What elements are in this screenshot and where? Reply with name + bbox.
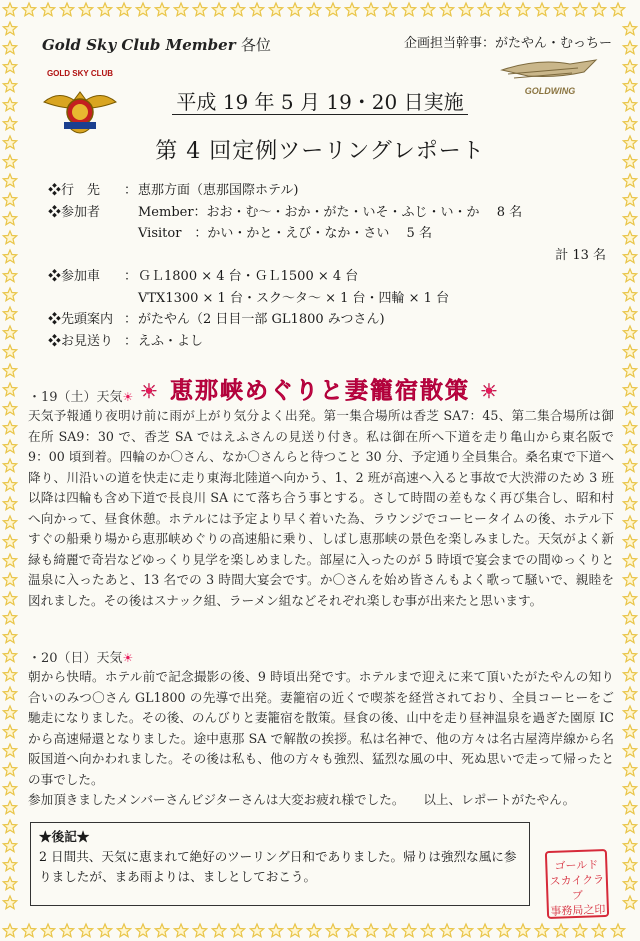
star-icon [136, 3, 149, 16]
star-icon [3, 820, 16, 833]
star-icon [364, 3, 377, 16]
star-icon [623, 839, 636, 852]
star-icon [3, 478, 16, 491]
star-icon [497, 924, 510, 937]
star-icon [269, 924, 282, 937]
star-icon [41, 924, 54, 937]
star-icon [269, 3, 282, 16]
star-icon [41, 3, 54, 16]
star-icon [623, 497, 636, 510]
star-icon [421, 924, 434, 937]
star-icon [3, 611, 16, 624]
postscript-text: 2 日間共、天気に恵まれて絶好のツーリング日和でありました。帰りは強烈な風に参りましたが、まあ雨よりは、ましとしておこう。 [39, 849, 517, 884]
star-icon [623, 364, 636, 377]
star-icon [3, 250, 16, 263]
day1-text: 天気予報通り夜明け前に雨が上がり気分よく出発。第一集合場所は香芝 SA7：45、第二集合場所は御在所 SA9：30 で、香芝 SA ではえふさんの見送り付き。私は御在所へ下道を走り亀山から東名阪で 9：00 頃到着。四輪のか〇さん、なか〇さんらと待つこと 30 分、予定通り全員集合。桑名東で下道へ降り、川沿いの道を快走に走り東海北陸道へ向かう、1、2 班が高速へ入ると事故で大渋滞のため 3 班以降は四輪も含め下道で長良川 SA にて落ち合う事とする。さして時間の差もなく再び集合し、昭和村へ向かって、昼食休憩。ホテルには予定より早く着いた為、ラウンジでコーヒータイムの後、ホテル下すぐの船乗り場から恵那峡めぐりの高速船に乗り、しばし恵那峡の景色を楽しみました。天気がよく新緑も綺麗で奇岩などゆっくり見学を楽しめました。部屋に入ったのが 5 時頃で宴会までの間ゆっくりと温泉に入ったあと、13 名での 3 時間大宴会です。か〇さんを始め皆さんもよく歌って騒いで、親睦を図れました。その後はスナック組、ラーメン組などそれぞれ楽しむ事が出来たと思います。 [28, 408, 614, 608]
day2-text: 朝から快晴。ホテル前で記念撮影の後、9 時頃出発です。ホテルまで迎えに来て頂いたがたやんの知り合いのみつ〇さん GL1800 の先導で出発。妻籠宿の近くで喫茶を経営されており、全員コーヒーをご馳走になりました。その後、のんびりと妻籠宿を散策。昼食の後、山中を走り昼神温泉を過ぎた園原 IC から高速帰還となりました。途中恵那 SA で解散の挨拶。私は名神で、他の方々は名古屋湾岸線から名阪国道へ向かわれました。その後は私も、他の方々も強烈、猛烈な風の中、死ぬ思いで走って帰ったとの事でした。 [28, 669, 615, 787]
star-icon [623, 193, 636, 206]
day1-heading [28, 386, 133, 405]
star-icon [623, 79, 636, 92]
star-icon [623, 22, 636, 35]
star-icon [623, 383, 636, 396]
star-icon [79, 924, 92, 937]
sun-icon: ☀ [140, 379, 160, 403]
star-icon [3, 839, 16, 852]
star-icon [231, 3, 244, 16]
star-icon [592, 924, 605, 937]
star-icon [623, 820, 636, 833]
star-icon [231, 924, 244, 937]
day2-heading [28, 647, 133, 666]
star-icon [623, 402, 636, 415]
star-icon [3, 535, 16, 548]
star-icon [3, 896, 16, 909]
star-icon [22, 3, 35, 16]
star-icon [573, 924, 586, 937]
star-icon [440, 924, 453, 937]
banner-text: 恵那峡めぐりと妻籠宿散策 [170, 377, 470, 404]
star-icon [3, 630, 16, 643]
star-icon [459, 924, 472, 937]
logo-right-text: GOLDWING [524, 86, 576, 96]
page-title: 第 4 回定例ツーリングレポート [155, 139, 485, 164]
star-icon [623, 231, 636, 244]
star-icon [3, 326, 16, 339]
club-seal-stamp [545, 849, 609, 919]
star-icon [623, 117, 636, 130]
star-icon [250, 924, 263, 937]
star-icon [623, 155, 636, 168]
star-icon [3, 687, 16, 700]
star-icon [155, 924, 168, 937]
star-icon [60, 924, 73, 937]
star-icon [193, 924, 206, 937]
star-icon [383, 3, 396, 16]
star-icon [611, 3, 624, 16]
vehicles-row: ❖参加車 ： ＧＬ1800 × 4 台・ＧＬ1500 × 4 台 [48, 266, 608, 288]
star-icon [3, 924, 16, 937]
star-icon [326, 3, 339, 16]
sun-icon: ☀ [122, 651, 134, 665]
star-icon [623, 858, 636, 871]
star-icon [136, 924, 149, 937]
star-icon [623, 592, 636, 605]
logo-left-text: GOLD SKY CLUB [46, 69, 114, 78]
star-icon [421, 3, 434, 16]
star-icon [497, 3, 510, 16]
star-icon [3, 98, 16, 111]
star-icon [402, 3, 415, 16]
star-icon [3, 725, 16, 738]
star-icon [345, 924, 358, 937]
star-icon [623, 41, 636, 54]
member-row [48, 202, 608, 224]
star-icon [623, 421, 636, 434]
member-value: Member：おお・む～・おか・がた・いそ・ふじ・い・か 8 名 [138, 204, 523, 220]
star-icon [3, 193, 16, 206]
star-icon [623, 706, 636, 719]
star-icon [117, 924, 130, 937]
star-icon [174, 3, 187, 16]
star-icon [3, 744, 16, 757]
star-icon [117, 3, 130, 16]
star-icon [3, 877, 16, 890]
star-icon [3, 649, 16, 662]
star-icon [623, 212, 636, 225]
star-icon [3, 592, 16, 605]
vehicles-row-2 [48, 288, 608, 310]
event-date-text: 平成 19 年 5 月 19・20 日実施 [172, 90, 467, 115]
postscript-box [30, 822, 530, 906]
star-icon [623, 744, 636, 757]
participants-key: ❖参加者 [48, 204, 101, 220]
star-icon [307, 3, 320, 16]
star-icon [3, 516, 16, 529]
star-icon [3, 573, 16, 586]
star-icon [516, 3, 529, 16]
star-icon [623, 877, 636, 890]
star-icon [623, 668, 636, 681]
star-icon [3, 269, 16, 282]
star-icon [611, 924, 624, 937]
postscript-title: ★後記★ [39, 829, 90, 844]
sun-icon: ☀ [122, 390, 134, 404]
star-icon [3, 22, 16, 35]
stamp-line1: ゴールド [554, 858, 599, 873]
star-icon [3, 3, 16, 16]
stamp-line2: スカイクラブ [549, 873, 605, 903]
star-icon [440, 3, 453, 16]
star-icon [535, 3, 548, 16]
closing-text: 参加頂きましたメンバーさんビジターさんは大変お疲れ様でした。 以上、レポートがたやん。 [28, 792, 576, 807]
star-icon [79, 3, 92, 16]
club-suffix: 各位 [240, 36, 271, 54]
star-icon [3, 60, 16, 73]
vehicles-line2: VTX1300 × 1 台・スク～タ～ × 1 台・四輪 × 1 台 [138, 290, 450, 306]
star-icon [3, 117, 16, 130]
sendoff-key: ❖お見送り [48, 333, 114, 349]
star-icon [623, 554, 636, 567]
star-icon [307, 924, 320, 937]
star-icon [623, 288, 636, 301]
sendoff-value: えふ・よし [138, 333, 204, 349]
planner: 企画担当幹事：がたやん・むっちー [403, 36, 612, 51]
event-date [24, 86, 616, 115]
club-name-text: Gold Sky Club Member [42, 36, 236, 54]
visitor-value: Visitor ：かい・かと・えび・なか・さい 5 名 [138, 226, 432, 241]
star-icon [3, 497, 16, 510]
star-icon [402, 924, 415, 937]
day1-report [28, 406, 614, 611]
star-icon [478, 3, 491, 16]
star-icon [623, 459, 636, 472]
star-icon [623, 440, 636, 453]
star-icon [623, 782, 636, 795]
star-icon [3, 345, 16, 358]
star-icon [623, 478, 636, 491]
star-icon [623, 611, 636, 624]
star-icon [3, 136, 16, 149]
star-icon [623, 250, 636, 263]
event-info [48, 180, 608, 352]
star-icon [592, 3, 605, 16]
star-icon [535, 924, 548, 937]
star-icon [623, 573, 636, 586]
club-name [42, 34, 271, 55]
star-icon [288, 3, 301, 16]
star-icon [3, 288, 16, 301]
participant-total: 計 13 名 [555, 247, 606, 263]
star-icon [212, 3, 225, 16]
visitor-row [48, 223, 608, 245]
star-icon [3, 174, 16, 187]
star-icon [212, 924, 225, 937]
star-icon [623, 98, 636, 111]
star-icon [623, 516, 636, 529]
star-icon [3, 858, 16, 871]
star-icon [623, 896, 636, 909]
star-icon [623, 269, 636, 282]
day2-heading-text: ・20（日）天気 [28, 651, 123, 666]
star-icon [3, 440, 16, 453]
star-icon [573, 3, 586, 16]
star-icon [3, 706, 16, 719]
guide-row: ❖先頭案内 ： がたやん（2 日目一部 GL1800 みつさん) [48, 309, 608, 331]
star-icon [3, 402, 16, 415]
star-icon [3, 79, 16, 92]
day1-heading-text: ・19（土）天気 [28, 390, 123, 405]
destination-key: ❖行 先 [48, 183, 101, 198]
star-icon [623, 535, 636, 548]
star-icon [326, 924, 339, 937]
star-icon [364, 924, 377, 937]
star-icon [3, 554, 16, 567]
star-icon [623, 630, 636, 643]
star-icon [623, 174, 636, 187]
star-icon [3, 668, 16, 681]
star-icon [288, 924, 301, 937]
star-icon [623, 649, 636, 662]
star-icon [3, 383, 16, 396]
star-icon [516, 924, 529, 937]
star-icon [623, 763, 636, 776]
star-icon [3, 459, 16, 472]
star-icon [623, 326, 636, 339]
star-icon [98, 3, 111, 16]
star-icon [623, 60, 636, 73]
star-icon [554, 924, 567, 937]
star-icon [3, 212, 16, 225]
destination-value: 恵那方面（恵那国際ホテル) [138, 183, 299, 198]
star-icon [250, 3, 263, 16]
star-icon [623, 725, 636, 738]
star-icon [623, 136, 636, 149]
star-icon [383, 924, 396, 937]
guide-key: ❖先頭案内 [48, 312, 114, 327]
star-icon [345, 3, 358, 16]
star-icon [193, 3, 206, 16]
sendoff-row: ❖お見送り ： えふ・よし [48, 331, 608, 353]
star-icon [155, 3, 168, 16]
star-icon [554, 3, 567, 16]
star-icon [22, 924, 35, 937]
day2-report [28, 667, 614, 811]
star-icon [3, 782, 16, 795]
star-icon [3, 421, 16, 434]
guide-value: がたやん（2 日目一部 GL1800 みつさん) [138, 312, 385, 327]
star-icon [3, 231, 16, 244]
vehicles-line1: ＧＬ1800 × 4 台・ＧＬ1500 × 4 台 [138, 269, 359, 284]
star-icon [3, 307, 16, 320]
destination-row: ❖行 先 ： 恵那方面（恵那国際ホテル) [48, 180, 608, 202]
star-icon [623, 801, 636, 814]
report-sheet [24, 22, 616, 918]
star-icon [3, 763, 16, 776]
star-icon [623, 345, 636, 358]
star-icon [623, 687, 636, 700]
sun-icon: ☀ [480, 379, 500, 403]
star-icon [3, 801, 16, 814]
star-icon [3, 155, 16, 168]
vehicles-key: ❖参加車 [48, 269, 101, 284]
stamp-line3: 事務局之印 [550, 903, 606, 918]
star-icon [174, 924, 187, 937]
star-icon [3, 364, 16, 377]
star-icon [98, 924, 111, 937]
star-icon [478, 924, 491, 937]
star-icon [459, 3, 472, 16]
star-icon [60, 3, 73, 16]
star-icon [623, 307, 636, 320]
star-icon [3, 41, 16, 54]
